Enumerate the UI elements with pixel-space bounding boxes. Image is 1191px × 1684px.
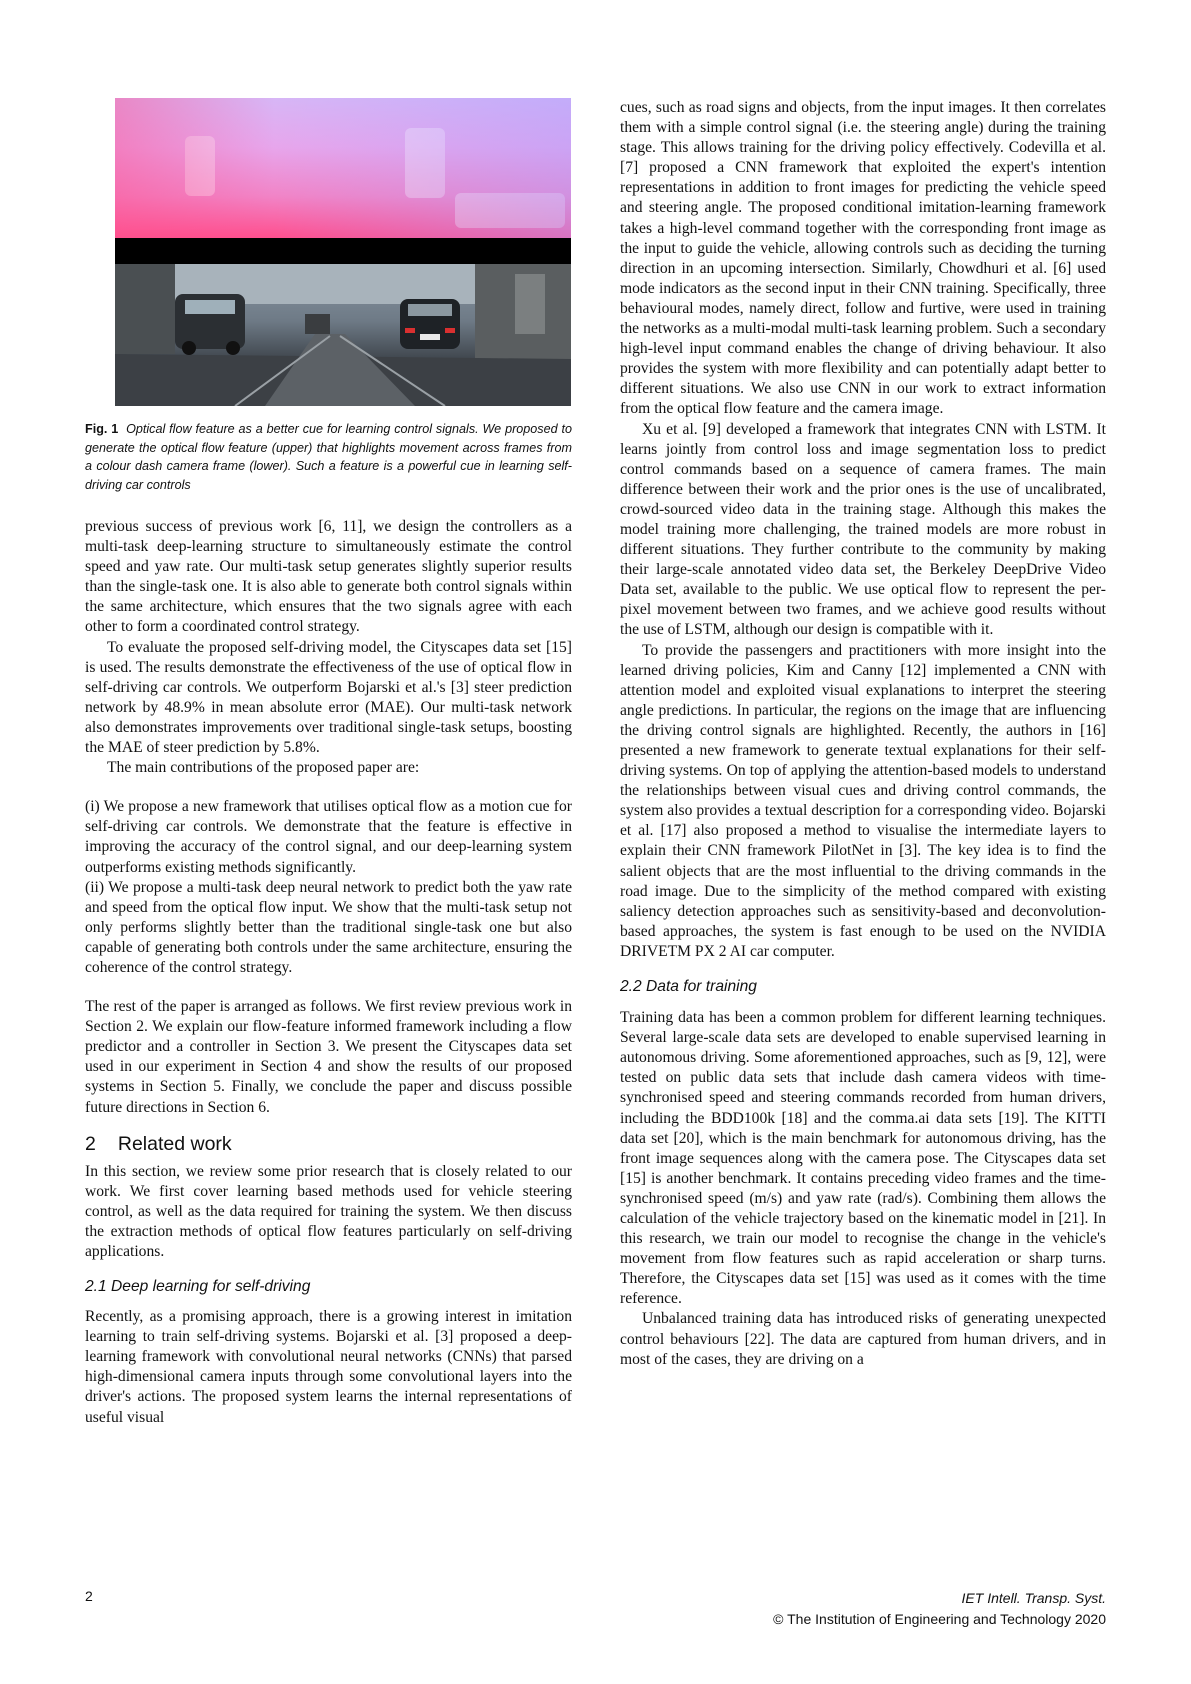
subsection-heading: 2.1 Deep learning for self-driving xyxy=(85,1278,311,1296)
paragraph: To provide the passengers and practitioners with more insight into the learned driving policies, Kim and Canny [12] implemented a CNN with attention model and exploited visual explanations to interpret the steering angle predictions. In particular, the regions on the image that are influencing the driving control signals are highlighted. Recently, the authors in [16] presented a new framework to generate textual explanations for their self-driving systems. On top of applying the attention-based models to understand the relationships between visual cues and driving control commands, the system also provides a textual description for a corresponding video. Bojarski et al. [17] also proposed a method to visualise the intermediate layers to explain their CNN framework PilotNet in [3]. The key idea is to find the salient objects that are the most influential to the driving commands in the road image. Due to the simplicity of the method compared with existing saliency detection approaches such as sensitivity-based and deconvolution-based approaches, the system is fast enough to be used on the NVIDIA DRIVETM PX 2 AI car computer. xyxy=(620,641,1106,960)
paragraph: The main contributions of the proposed paper are: xyxy=(107,759,420,777)
paragraph: To evaluate the proposed self-driving model, the Cityscapes data set [15] is used. The results demonstrate the effectiveness of the use of optical flow in self-driving car controls. We outperform Bojarski et al.'s [3] steer prediction network by 48.9% in mean absolute error (MAE). Our multi-task network also demonstrates improvements over traditional single-task setups, boosting the MAE of steer prediction by 5.8%. xyxy=(85,638,572,757)
section-number: 2 xyxy=(85,1132,96,1155)
flow-region xyxy=(455,193,565,228)
copyright-notice: © The Institution of Engineering and Technology 2020 xyxy=(773,1611,1106,1627)
figure-label: Fig. 1 xyxy=(85,422,119,436)
contribution-item: (i) We propose a new framework that utilises optical flow as a motion cue for self-driving car controls. We demonstrate that the feature is effective in improving the accuracy of the control signal, and our deep-learning system outperforms existing methods significantly. xyxy=(85,798,572,876)
paragraph: Unbalanced training data has introduced risks of generating unexpected control behaviours [22]. The data are captured from human drivers, and in most of the cases, they are driving on a xyxy=(620,1310,1106,1368)
paragraph: Xu et al. [9] developed a framework that integrates CNN with LSTM. It learns jointly from control loss and image segmentation loss to predict control commands based on a sequence of camera frames. The main difference between their work and the prior ones is the use of uncalibrated, crowd-sourced video data in the training stage. Although this makes the model training more challenging, the trained models are more robust in different situations. They further contribute to the community by making their large-scale annotated video data set, the Berkeley DeepDrive Video Data set, available to the public. We use optical flow to represent the per-pixel movement between two frames, and we achieve good results without the use of LSTM, although our design is compatible with it. xyxy=(620,420,1106,639)
paragraph: previous success of previous work [6, 11], we design the controllers as a multi-task deep-learning structure to simultaneously estimate the control speed and yaw rate. Our multi-task setup generates slightly superior results than the single-task one. It is also able to generate both control signals within the same architecture, which ensures that the two signals agree with each other to form a coordinated control strategy. xyxy=(85,518,572,636)
page-number: 2 xyxy=(85,1588,93,1604)
subsection-heading: 2.2 Data for training xyxy=(620,978,757,996)
paragraph: The rest of the paper is arranged as follows. We first review previous work in Section 2. We explain our flow-feature informed framework including a flow predictor and a controller in Section 3. We present the Cityscapes data set used in our experiment in Section 4 and show the results of our proposed systems in Section 5. Finally, we conclude the paper and discuss possible future directions in Section 6. xyxy=(85,998,572,1116)
figure-caption xyxy=(85,420,572,494)
section-heading xyxy=(85,1130,572,1158)
optical-flow-image xyxy=(115,98,571,238)
flow-region xyxy=(185,136,215,196)
dash-camera-image xyxy=(115,264,571,406)
journal-name: IET Intell. Transp. Syst. xyxy=(961,1590,1106,1606)
section-title: Related work xyxy=(117,1132,232,1155)
paragraph: cues, such as road signs and objects, from the input images. It then correlates them with a simple control signal (i.e. the steering angle) during the training stage. This allows training for the driving policy effectively. Codevilla et al. [7] proposed a CNN framework that exploited the expert's intention representations in addition to front images for predicting the vehicle speed and steering angle. The proposed conditional imitation-learning framework takes a high-level command together with the corresponding front image as the input to guide the vehicle, allowing controls such as deciding the turning direction in an upcoming intersection. Similarly, Chowdhuri et al. [6] used mode indicators as the second input in their CNN training. Specifically, three behavioural modes, namely direct, follow and furtive, were used in training the networks as a multi-modal multi-task learning problem. Such a secondary high-level input command enables the change of driving behaviour. It also provides the system with more flexibility and can potentially adapt better to different situations. We also use CNN in our work to extract information from the optical flow feature and the camera image. xyxy=(620,99,1106,418)
right-column xyxy=(620,98,1106,1370)
figure-1 xyxy=(115,98,571,406)
contribution-item: (ii) We propose a multi-task deep neural network to predict both the yaw rate and speed from the optical flow input. We show that the multi-task setup not only performs slightly better than the traditional single-task one but also capable of generating both controls under the same architecture, ensuring the coherence of the control strategy. xyxy=(85,878,572,976)
paragraph: Training data has been a common problem for different learning techniques. Several large-scale data sets are developed to enable supervised learning in autonomous driving. Some aforementioned approaches, such as [9, 12], were tested on public data sets that include dash camera videos with time-synchronised speed and steering commands recorded from human drivers, including the BDD100k [18] and the comma.ai data sets [19]. The KITTI data set [20], which is the main benchmark for autonomous driving, has the front image sequences along with the camera pose. The Cityscapes data set [15] is another benchmark. It contains preceding video frames and the time-synchronised speed (m/s) and yaw rate (rad/s). Combining them allows the calculation of the vehicle trajectory based on the kinematic model in [21]. In this research, we train our model to recognise the change in the vehicle's movement from flow features such as rapid acceleration or sharp turns. Therefore, the Cityscapes data set [15] was used as it comes with the time reference. xyxy=(620,1009,1106,1308)
paragraph: In this section, we review some prior research that is closely related to our work. We first cover learning based methods used for vehicle steering control, as well as the data required for training the system. We then discuss the extraction methods of optical flow features particularly on self-driving applications. xyxy=(85,1162,572,1260)
paragraph: Recently, as a promising approach, there is a growing interest in imitation learning to train self-driving systems. Bojarski et al. [3] proposed a deep-learning framework with convolutional neural networks (CNNs) that parsed high-dimensional camera inputs through some convolutional layers into the driver's actions. The proposed system learns the internal representations of useful visual xyxy=(85,1308,572,1426)
left-column xyxy=(85,98,572,1428)
figure-caption-text: Optical flow feature as a better cue for learning control signals. We proposed to generate the optical flow feature (upper) that highlights movement across frames from a colour dash camera frame (lower). Such a feature is a powerful cue in learning self-driving car controls xyxy=(85,422,572,492)
street-scene-drawing xyxy=(115,264,571,406)
journal-footer xyxy=(773,1588,1106,1630)
flow-region xyxy=(405,128,445,198)
image-separator xyxy=(115,238,571,264)
